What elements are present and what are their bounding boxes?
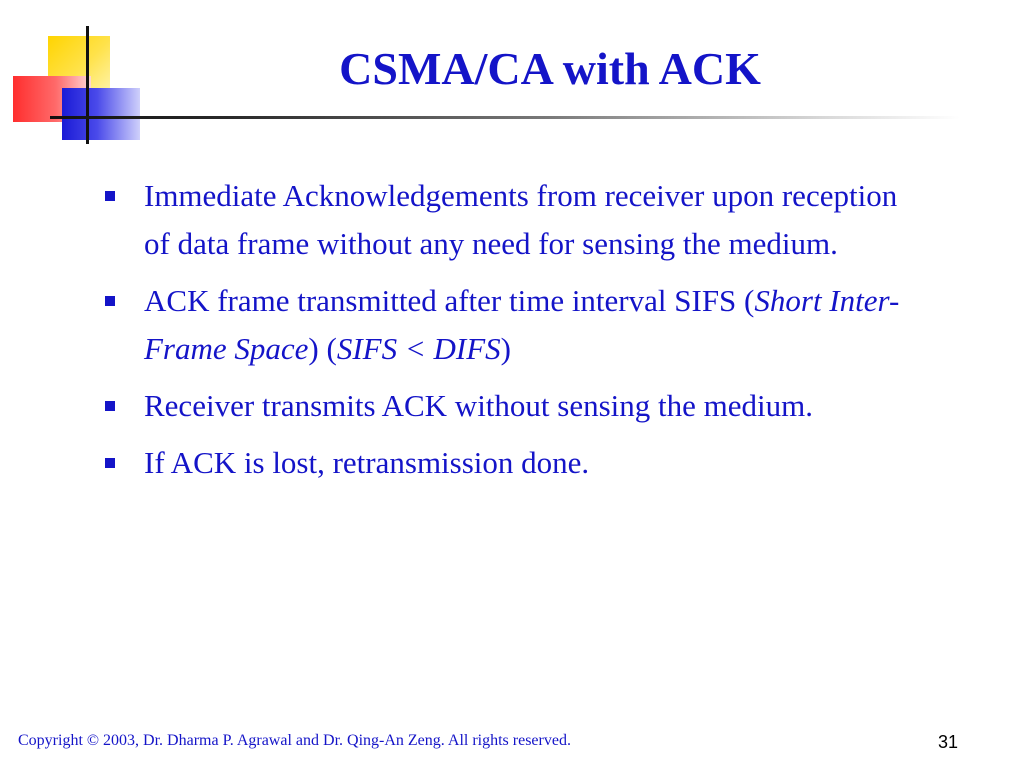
square-bullet-icon bbox=[105, 458, 115, 468]
bullet-text-segment: ACK frame transmitted after time interval SIFS ( bbox=[144, 283, 755, 318]
square-bullet-icon bbox=[105, 401, 115, 411]
page-number: 31 bbox=[937, 732, 958, 752]
slide-title: CSMA/CA with ACK bbox=[339, 43, 761, 94]
bullet-text-italic: Short Inter-Frame Space bbox=[144, 283, 900, 366]
square-bullet-icon bbox=[105, 296, 115, 306]
bullet-text-segment: Receiver transmits ACK without sensing the medium. bbox=[144, 388, 813, 423]
bullet-text-segment: Immediate Acknowledgements from receiver upon reception of data frame without any need for sensing the medium. bbox=[144, 178, 898, 261]
title-underline bbox=[50, 116, 960, 119]
bullet-list bbox=[100, 172, 930, 496]
square-bullet-icon bbox=[105, 191, 115, 201]
logo-blue-square bbox=[62, 88, 140, 140]
bullet-item bbox=[100, 382, 930, 430]
bullet-item bbox=[100, 172, 930, 268]
bullet-text-segment: ) ( bbox=[308, 331, 337, 366]
bullet-item bbox=[100, 439, 930, 487]
bullet-item bbox=[100, 277, 930, 373]
logo-vertical-line bbox=[86, 26, 89, 144]
copyright-footer: Copyright © 2003, Dr. Dharma P. Agrawal and Dr. Qing-An Zeng. All rights reserved. bbox=[18, 732, 571, 749]
bullet-text-segment: If ACK is lost, retransmission done. bbox=[144, 445, 590, 480]
slide-logo-decoration bbox=[0, 0, 150, 150]
bullet-text-italic: SIFS < DIFS bbox=[336, 331, 501, 366]
bullet-text-segment: ) bbox=[500, 331, 511, 366]
